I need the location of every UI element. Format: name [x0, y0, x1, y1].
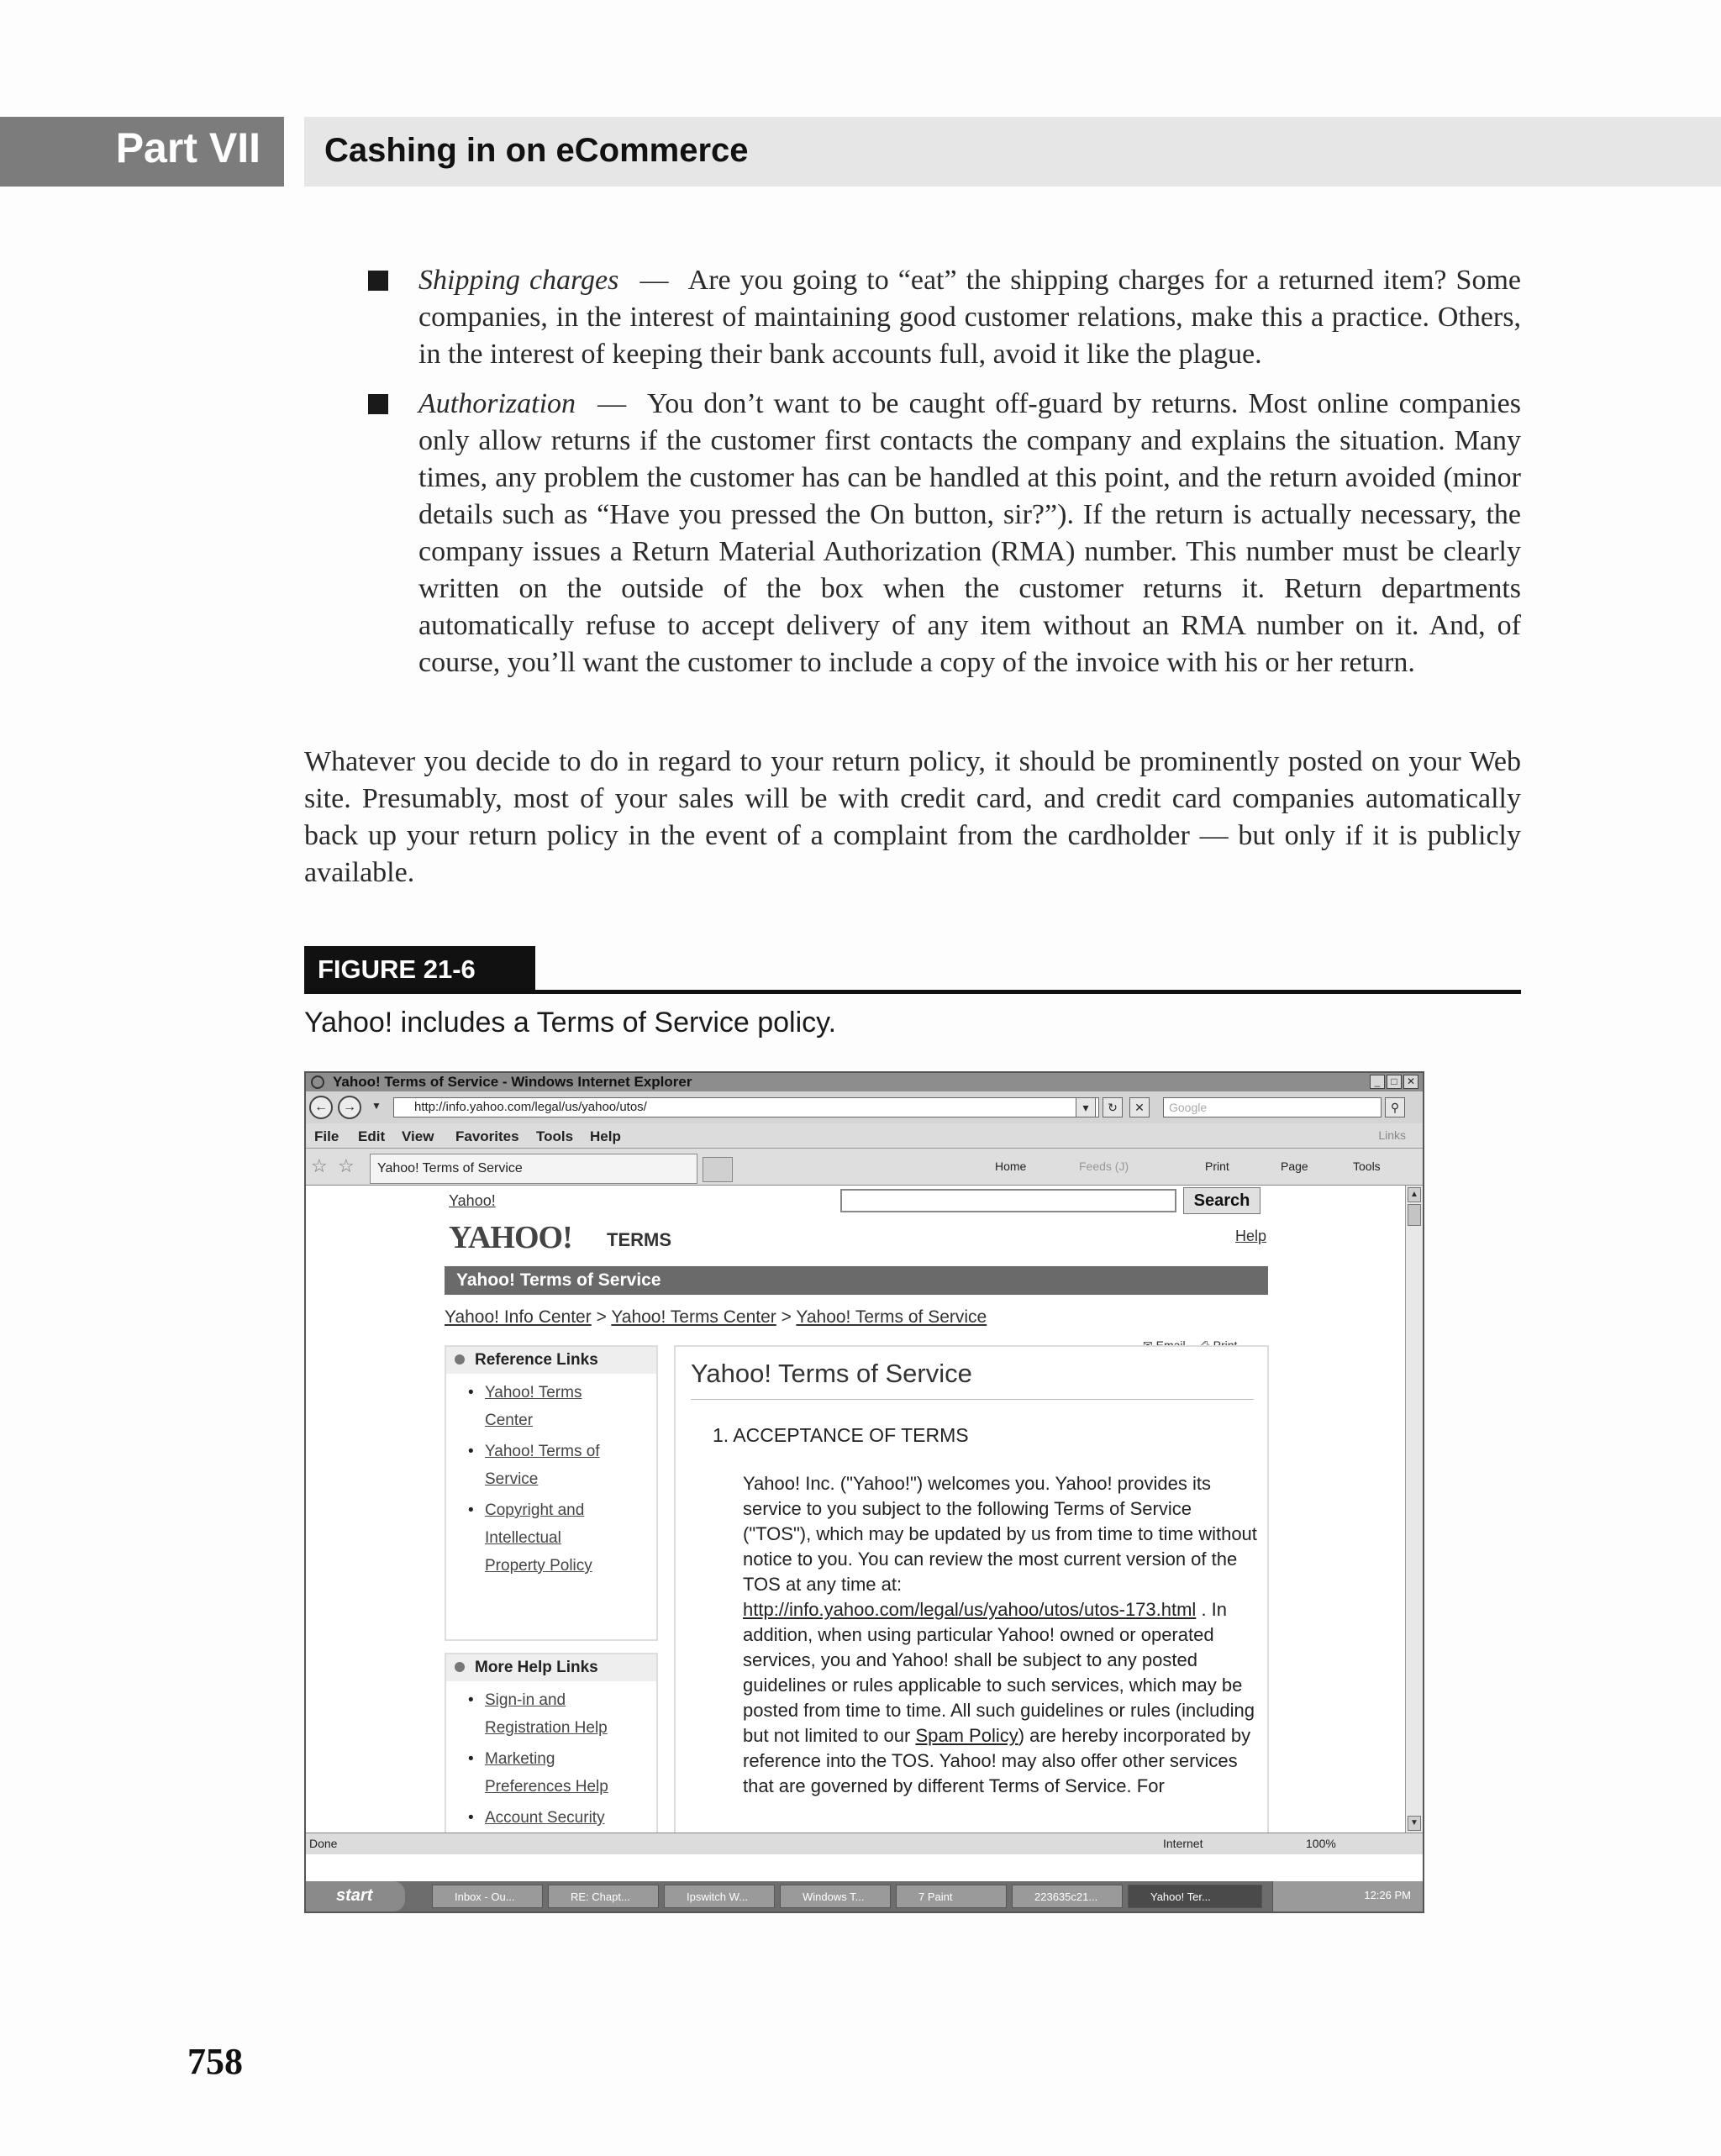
taskbar-item-active[interactable]: Yahoo! Ter...: [1128, 1885, 1262, 1908]
taskbar-item[interactable]: Ipswitch W...: [664, 1885, 775, 1908]
bullet-term: Shipping charges: [418, 265, 619, 296]
menu-view[interactable]: View: [402, 1128, 434, 1144]
feeds-button[interactable]: Feeds (J): [1079, 1160, 1129, 1173]
stop-icon[interactable]: ✕: [1129, 1097, 1150, 1117]
section-heading: 1. ACCEPTANCE OF TERMS: [713, 1424, 969, 1446]
search-icon[interactable]: ⚲: [1385, 1097, 1405, 1117]
yahoo-logo[interactable]: YAHOO!: [449, 1220, 572, 1255]
figure-screenshot: [304, 1071, 1424, 1913]
chapter-title-bar: [304, 117, 1721, 187]
bullet-shipping-charges: [418, 262, 1521, 373]
menu-file[interactable]: File: [314, 1128, 339, 1144]
back-icon[interactable]: ←: [309, 1096, 333, 1119]
help-link-item[interactable]: Account Security: [485, 1809, 605, 1827]
maximize-icon[interactable]: □: [1387, 1075, 1402, 1089]
browser-tab[interactable]: [370, 1154, 697, 1184]
figure-rule: [535, 990, 1521, 994]
part-label: Part VII: [115, 124, 261, 171]
history-dropdown-icon[interactable]: ▼: [371, 1100, 382, 1112]
add-favorites-icon[interactable]: ☆: [338, 1155, 355, 1176]
bullet-term: Authorization: [418, 388, 576, 419]
figure-label: FIGURE 21-6: [318, 954, 476, 984]
tos-text: . In addition, when using particular Yahoo! owned or operated services, you and Yahoo! shall be subject to any posted guidelines or rules applicable to such services, which may be posted from time to time. All such guidelines or rules (including but not limited to our: [743, 1599, 1255, 1746]
tos-text: ) are hereby incorporated by reference into the TOS. Yahoo! may also offer other services that are governed by different Terms of Service. For: [743, 1725, 1251, 1796]
forward-icon[interactable]: →: [338, 1096, 361, 1119]
list-item[interactable]: [468, 1686, 619, 1742]
tools-button[interactable]: Tools: [1353, 1160, 1381, 1173]
figure-label-box: [304, 946, 535, 994]
list-item[interactable]: [468, 1496, 619, 1580]
menu-help[interactable]: Help: [590, 1128, 621, 1144]
status-text: Done: [309, 1837, 338, 1850]
tos-main-title: Yahoo! Terms of Service: [691, 1359, 972, 1388]
bullet-marker: [368, 394, 388, 414]
taskbar-item[interactable]: 7 Paint: [896, 1885, 1007, 1908]
reference-link[interactable]: Yahoo! Terms Center: [485, 1384, 582, 1429]
scroll-up-icon[interactable]: ▲: [1408, 1187, 1421, 1202]
page-number: 758: [187, 2041, 243, 2082]
bullet-dash: —: [639, 265, 669, 296]
search-input[interactable]: [1163, 1097, 1382, 1117]
home-button[interactable]: Home: [995, 1160, 1027, 1173]
command-bar: [306, 1149, 1423, 1186]
taskbar-item[interactable]: Windows T...: [780, 1885, 891, 1908]
ie-logo-icon: [311, 1075, 324, 1089]
bullet-marker: [368, 271, 388, 291]
breadcrumb: [445, 1307, 987, 1328]
title-divider: [691, 1399, 1254, 1400]
bullet-text: Are you going to “eat” the shipping charges for a returned item? Some companies, in the interest of maintaining good customer relations, make this a practice. Others, in the interest of keeping their bank accounts full, avoid it like the plague.: [418, 265, 1522, 370]
terms-heading: TERMS: [607, 1229, 671, 1250]
list-item[interactable]: [468, 1438, 619, 1493]
figure-caption: Yahoo! includes a Terms of Service policy.: [304, 1007, 837, 1039]
help-links-panel: [445, 1653, 658, 1854]
tos-body-text: [743, 1471, 1264, 1799]
close-icon[interactable]: ✕: [1403, 1075, 1418, 1089]
chapter-title: Cashing in on eCommerce: [324, 132, 749, 169]
vertical-scrollbar[interactable]: [1405, 1186, 1423, 1833]
menu-bar: [306, 1123, 1423, 1149]
breadcrumb-separator: >: [781, 1307, 792, 1327]
taskbar-item[interactable]: RE: Chapt...: [548, 1885, 659, 1908]
spam-policy-link[interactable]: Spam Policy: [915, 1725, 1018, 1746]
help-link[interactable]: Help: [1235, 1228, 1267, 1244]
address-dropdown-icon[interactable]: ▾: [1076, 1097, 1096, 1117]
tos-text: Yahoo! Inc. ("Yahoo!") welcomes you. Yahoo! provides its service to you subject to the following Terms of Service ("TOS"), which may be updated by us from time to time without notice to you. You can review the most current version of the TOS at any time at:: [743, 1473, 1257, 1595]
tos-url-link[interactable]: http://info.yahoo.com/legal/us/yahoo/utos/utos-173.html: [743, 1599, 1197, 1620]
list-item[interactable]: [468, 1745, 619, 1801]
taskbar-item[interactable]: 223635c21...: [1012, 1885, 1123, 1908]
window-title: Yahoo! Terms of Service - Windows Internet Explorer: [333, 1074, 692, 1090]
list-item[interactable]: [468, 1804, 619, 1832]
start-button[interactable]: start: [306, 1881, 405, 1911]
breadcrumb-terms-of-service[interactable]: Yahoo! Terms of Service: [796, 1307, 987, 1327]
tos-banner-title: Yahoo! Terms of Service: [456, 1270, 661, 1290]
body-paragraph: Whatever you decide to do in regard to your return policy, it should be prominently posted on your Web site. Presumably, most of your sales will be with credit card, and credit card companies automatically back up your return policy in the event of a complaint from the cardholder — but only if it is publicly available.: [304, 746, 1521, 888]
taskbar: [306, 1881, 1423, 1911]
reference-link[interactable]: Yahoo! Terms of Service: [485, 1443, 600, 1488]
bullet-text: You don’t want to be caught off-guard by returns. Most online companies only allow returns if the customer first contacts the company and explains the situation. Many times, any problem the customer has can be handled at this point, and the return avoided (minor details such as “Have you pressed the On button, sir?”). If the return is actually necessary, the company issues a Return Material Authorization (RMA) number. This number must be clearly written on the outside of the box when the customer returns it. Return departments automatically refuse to accept delivery of any item without an RMA number on it. And, of course, you’ll want the customer to include a copy of the invoice with his or her return.: [418, 388, 1522, 678]
address-bar[interactable]: [393, 1097, 1099, 1117]
scroll-down-icon[interactable]: ▼: [1408, 1816, 1421, 1831]
address-toolbar: [306, 1091, 1423, 1123]
breadcrumb-terms-center[interactable]: Yahoo! Terms Center: [611, 1307, 776, 1327]
page-button[interactable]: Page: [1281, 1160, 1308, 1173]
menu-favorites[interactable]: Favorites: [455, 1128, 519, 1144]
new-tab-button[interactable]: [703, 1157, 733, 1182]
breadcrumb-info-center[interactable]: Yahoo! Info Center: [445, 1307, 592, 1327]
bullet-authorization: [418, 386, 1521, 681]
print-button[interactable]: Print: [1205, 1160, 1229, 1173]
reference-links-title: Reference Links: [446, 1347, 656, 1374]
refresh-icon[interactable]: ↻: [1103, 1097, 1123, 1117]
zoom-level[interactable]: 100%: [1306, 1837, 1336, 1850]
taskbar-item[interactable]: Inbox - Ou...: [432, 1885, 543, 1908]
menu-tools[interactable]: Tools: [536, 1128, 574, 1144]
status-bar: [306, 1833, 1423, 1854]
window-title-bar: [306, 1073, 1423, 1091]
menu-edit[interactable]: Edit: [358, 1128, 386, 1144]
breadcrumb-separator: >: [596, 1307, 607, 1327]
help-link-item[interactable]: Sign-in and Registration Help: [485, 1691, 608, 1737]
yahoo-home-link[interactable]: Yahoo!: [449, 1192, 496, 1209]
tab-title: Yahoo! Terms of Service: [377, 1161, 523, 1175]
tos-content-panel: [674, 1345, 1269, 1849]
bullet-dash: —: [597, 388, 627, 419]
favorites-star-icon[interactable]: ☆: [311, 1155, 328, 1176]
reference-link[interactable]: Copyright and Intellectual Property Policy: [485, 1501, 592, 1575]
links-label[interactable]: Links: [1378, 1128, 1406, 1142]
minimize-icon[interactable]: _: [1370, 1075, 1385, 1089]
web-page: [306, 1186, 1405, 1833]
zone-label: Internet: [1163, 1837, 1203, 1850]
help-links-title: More Help Links: [446, 1654, 656, 1681]
part-label-box: [0, 117, 284, 187]
tos-banner: [445, 1266, 1268, 1295]
help-link-item[interactable]: Marketing Preferences Help: [485, 1750, 608, 1796]
clock: 12:26 PM: [1364, 1889, 1411, 1901]
reference-links-panel: [445, 1345, 658, 1641]
address-text: http://info.yahoo.com/legal/us/yahoo/utos/: [414, 1100, 647, 1114]
yahoo-search-button[interactable]: Search: [1183, 1187, 1260, 1214]
system-tray: [1272, 1881, 1423, 1911]
yahoo-search-input[interactable]: [840, 1189, 1176, 1212]
search-placeholder: Google: [1169, 1101, 1208, 1114]
list-item[interactable]: [468, 1379, 619, 1434]
scroll-thumb[interactable]: [1408, 1204, 1421, 1226]
